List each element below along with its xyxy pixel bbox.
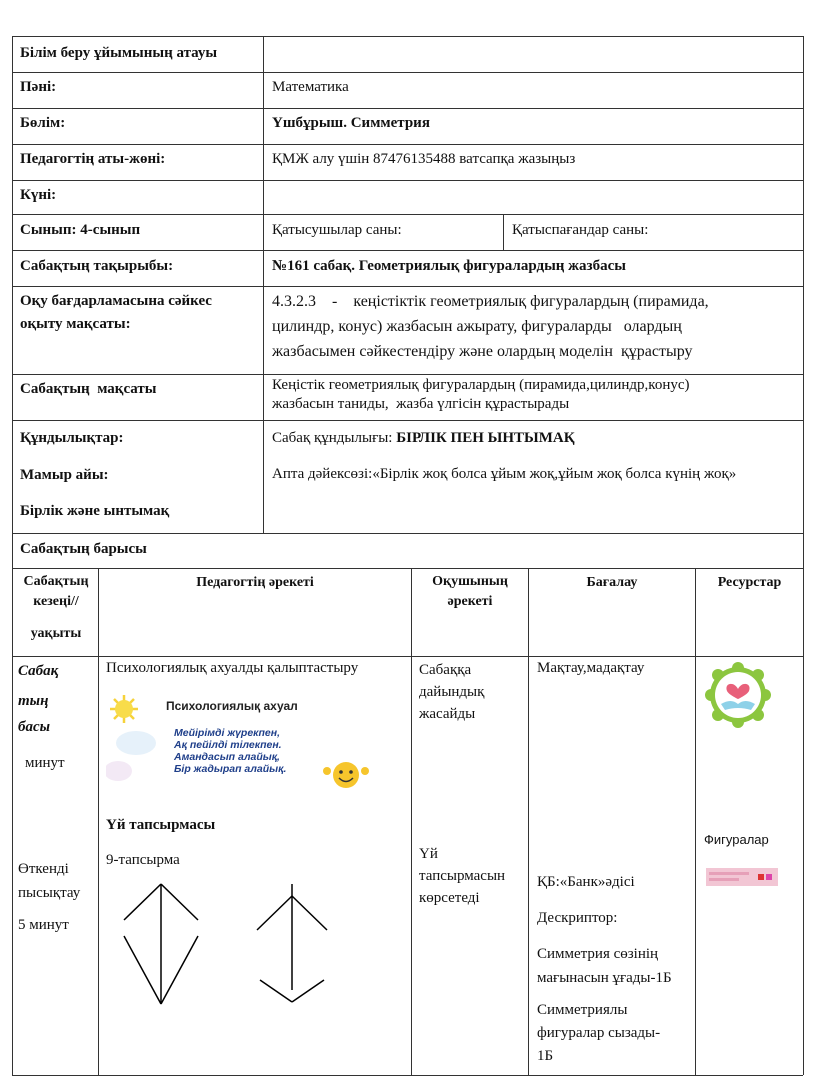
lesson-goal-label: Сабақтың мақсаты xyxy=(20,381,157,397)
row-value-subject: Математика xyxy=(272,79,349,95)
lesson-goal-line: Кеңістік геометриялық фигуралардың (пирамида,цилиндр,конус) xyxy=(272,377,690,393)
stage-start-2: тың xyxy=(18,693,49,709)
col-stage-header xyxy=(14,572,98,644)
row-label-organization: Білім беру ұйымының атауы xyxy=(20,45,218,61)
row-label-class: Сынып: 4-сынып xyxy=(20,222,141,238)
symmetry-figures xyxy=(112,880,352,1010)
psy-poem-line: Амандасып алайық, xyxy=(174,751,280,763)
assessment-method: ҚБ:«Банк»әдісі xyxy=(537,874,635,890)
progress-title: Сабақтың барысы xyxy=(20,541,147,557)
stage-review-1: Өткенді xyxy=(18,861,69,877)
objective-line: цилиндр, конус) жазбасын ажырату, фигураларды олардың xyxy=(272,318,682,335)
stage-start-minutes: минут xyxy=(25,755,65,771)
resource-figures-label: Фигуралар xyxy=(704,832,769,847)
objective-line: 4.3.2.3 - кеңістіктік геометриялық фигуралардың (пирамида, xyxy=(272,293,709,310)
stage-review-minutes: 5 минут xyxy=(18,917,69,933)
col-stage-header-line: уақыты xyxy=(30,626,82,641)
psy-poem-line: Бір жадырап алайық. xyxy=(174,763,287,775)
assessment-criterion-line: Симметрия сөзінің xyxy=(537,946,659,962)
col-teacher-header: Педагогтің әрекеті xyxy=(196,575,314,590)
objective-label-line: оқыту мақсаты: xyxy=(20,316,131,333)
smiley-icon xyxy=(323,762,369,788)
student-prepare-line: Сабаққа xyxy=(419,662,472,678)
lesson-goal-line: жазбасын таниды, жазба үлгісін құрастырады xyxy=(272,396,570,412)
col-assessment-header: Бағалау xyxy=(586,575,638,590)
assessment-criterion-line: мағынасын ұғады-1Б xyxy=(537,970,672,986)
objective-label xyxy=(20,290,212,337)
psy-title: Психологиялық ахуал xyxy=(166,699,298,713)
figures-image xyxy=(706,868,778,886)
row-value-absent: Қатыспағандар саны: xyxy=(512,222,649,238)
homework-title: Үй тапсырмасы xyxy=(106,817,216,833)
row-label-topic: Сабақтың тақырыбы: xyxy=(20,258,174,274)
student-homework xyxy=(419,843,505,909)
stage-start-1: Сабақ xyxy=(18,663,59,679)
student-homework-line: тапсырмасын xyxy=(419,868,506,884)
lesson-value xyxy=(272,427,575,450)
homework-task: 9-тапсырма xyxy=(106,852,180,868)
student-prepare-line: дайындық xyxy=(419,684,485,700)
assessment-criterion-line: 1Б xyxy=(537,1048,554,1064)
stage-start-3: басы xyxy=(18,719,51,735)
week-quote: Апта дәйексөзі:«Бірлік жоқ болса ұйым жоқ,ұйым жоқ болса күнің жоқ» xyxy=(272,466,737,482)
psychological-climate-image xyxy=(106,693,396,793)
col-resources-header: Ресурстар xyxy=(717,575,782,590)
sun-icon xyxy=(110,695,138,723)
handshake-heart-icon xyxy=(705,662,771,728)
figures-thumbnail xyxy=(706,868,778,886)
col-student-header-line: Оқушының xyxy=(432,574,508,589)
student-homework-line: көрсетеді xyxy=(419,890,480,906)
col-stage-header-line: кезеңі// xyxy=(33,594,79,609)
student-prepare-line: жасайды xyxy=(419,706,476,722)
lesson-value-prefix: Сабақ құндылығы: xyxy=(272,430,397,446)
lesson-value-main: БІРЛІК ПЕН ЫНТЫМАҚ xyxy=(396,430,575,446)
student-prepare xyxy=(419,659,484,725)
row-label-section: Бөлім: xyxy=(20,115,66,131)
student-homework-line: Үй xyxy=(419,846,438,862)
assessment-criterion-1 xyxy=(537,942,672,990)
row-value-teacher: ҚМЖ алу үшін 87476135488 ватсапқа жазыңыз xyxy=(272,151,576,167)
objective-line: жазбасымен сәйкестендіру және олардың моделін құрастыру xyxy=(272,343,693,360)
col-student-header-line: әрекеті xyxy=(447,594,493,609)
assessment-descriptor: Дескриптор: xyxy=(537,910,618,926)
unity-label: Бірлік және ынтымақ xyxy=(20,503,170,519)
assessment-criterion-line: фигуралар сызады- xyxy=(537,1025,661,1041)
psy-poem-line: Ақ пейілді тілекпен. xyxy=(174,739,282,751)
objective-label-line: Оқу бағдарламасына сәйкес xyxy=(20,293,212,309)
psy-poem xyxy=(174,727,286,775)
row-value-topic: №161 сабақ. Геометриялық фигуралардың жазбасы xyxy=(272,258,626,274)
assessment-praise: Мақтау,мадақтау xyxy=(537,660,645,676)
row-value-section: Үшбұрыш. Симметрия xyxy=(272,115,430,131)
values-label: Құндылықтар: xyxy=(20,430,124,446)
col-student-header xyxy=(412,572,528,612)
lesson-goal-text xyxy=(272,376,690,414)
assessment-criterion-line: Симметриялы xyxy=(537,1002,628,1018)
month-label: Мамыр айы: xyxy=(20,467,109,483)
assessment-criterion-2 xyxy=(537,999,660,1068)
col-stage-header-line: Сабақтың xyxy=(23,574,89,589)
row-value-attendees: Қатысушылар саны: xyxy=(272,222,402,238)
row-label-subject: Пәні: xyxy=(20,79,57,95)
psy-poem-line: Мейірімді жүрекпен, xyxy=(174,727,280,739)
objective-text xyxy=(272,289,709,364)
row-label-date: Күні: xyxy=(20,187,57,203)
row-label-teacher: Педагогтің аты-жөні: xyxy=(20,151,166,167)
teacher-psy-text: Психологиялық ахуалды қалыптастыру xyxy=(106,660,359,676)
stage-review-2: пысықтау xyxy=(18,885,81,901)
